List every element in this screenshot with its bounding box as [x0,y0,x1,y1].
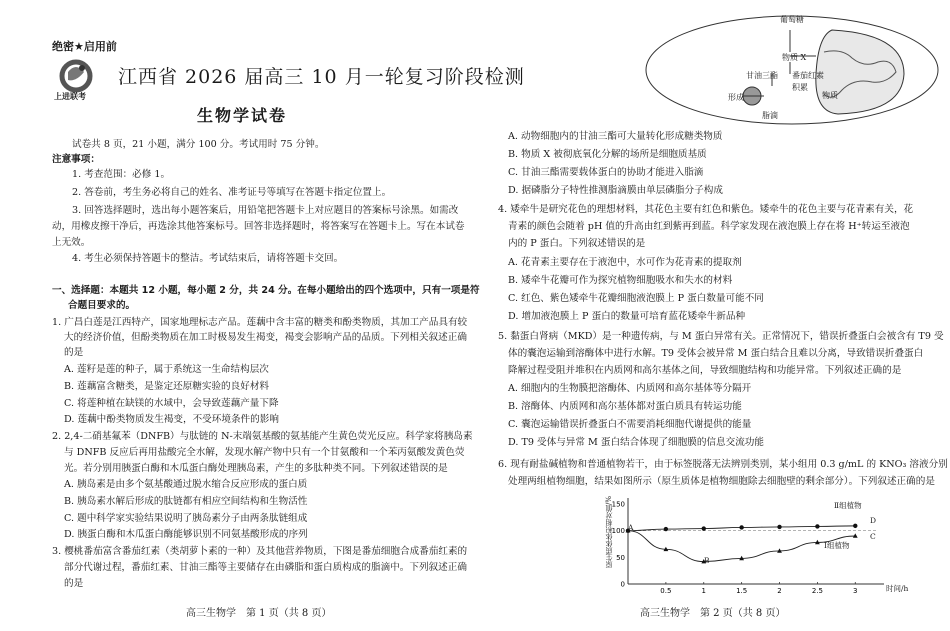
diagram-label-lycopene: 番茄红素 [792,71,824,80]
note-line: 1. 考查范围：必修 1。 [72,169,171,180]
question-1-option-b: B. 莲藕富含糖类，是鉴定还原糖实验的良好材料 [64,381,270,392]
y-tick-label: 100 [611,527,625,536]
note-line: 上无效。 [52,237,91,248]
chart-x-axis-label: 时间/h [886,584,909,593]
question-1-option-c: C. 将莲种植在缺镁的水域中，会导致莲藕产量下降 [64,398,279,409]
note-line: 2. 答卷前，考生务必将自己的姓名、准考证号等填写在答题卡指定位置上。 [72,187,392,198]
y-tick-label: 0 [620,580,625,589]
note-line: 动，用橡皮擦干净后，再选涂其他答案标号。回答非选择题时，将答案写在答题卡上。写在本试卷 [52,221,465,232]
question-1-stem: 大的经济价值，但酚类物质在加工时极易发生褐变，褐变会影响产品的品质。下列相关叙述正确 [64,332,467,343]
logo-text: 上进联考 [54,92,86,101]
section-heading: 合题目要求的。 [68,300,136,311]
question-3-option-b: B. 物质 X 被彻底氧化分解的场所是细胞质基质 [508,149,707,160]
question-4-option-a: A. 花青素主要存在于液泡中，水可作为花青素的提取剂 [508,257,742,268]
question-2-stem: 与 DNFB 反应后再用盐酸完全水解，发现水解产物中只有一个甘氨酸和一个苯丙氨酸发黄色荧 [64,447,465,458]
question-5-option-d: D. T9 受体与异常 M 蛋白结合体现了细胞膜的信息交流功能 [508,437,764,448]
diagram-label-glucose: 葡萄糖 [780,15,804,24]
series-point [739,525,743,529]
x-tick-label: 2 [777,587,782,595]
series-point [777,525,781,529]
protoplast-volume-chart [598,492,938,602]
page-footer: 高三生物学 第 2 页（共 8 页） [640,608,786,619]
question-4-stem: 青素的颜色会随着 pH 值的升高由红到紫再到蓝。科学家发现在液泡膜上存在将 H⁺转运至液泡 [508,221,910,232]
legend-series-1: Ⅰ组植物 [824,541,850,550]
point-label-a: A [628,523,634,532]
exam-title: 江西省 2026 届高三 10 月一轮复习阶段检测 [118,66,525,88]
series-point [702,526,706,530]
point-label-c: C [870,532,876,541]
secret-mark: 绝密★启用前 [52,40,117,53]
question-5-stem: 体的囊泡运输到溶酶体中进行水解。T9 受体会被异常 M 蛋白结合且难以分离，导致错误折叠蛋白 [508,348,924,359]
question-1-stem: 1. 广昌白莲是江西特产，国家地理标志产品。莲藕中含丰富的糖类和酚类物质，其加工产品具有较 [52,317,468,328]
question-5-option-b: B. 溶酶体、内质网和高尔基体都对蛋白质具有转运功能 [508,401,742,412]
question-2-stem: 2. 2,4-二硝基氟苯（DNFB）与肽链的 N-末端氨基酸的氨基能产生黄色荧光反应。科学家将胰岛素 [52,431,473,442]
series-point [664,527,668,531]
x-tick-label: 2.5 [811,587,823,595]
question-3-option-c: C. 甘油三酯需要载体蛋白的协助才能进入脂滴 [508,167,704,178]
question-1-option-a: A. 莲籽是莲的种子，属于系统这一生命结构层次 [64,364,269,375]
section-heading: 一、选择题：本题共 12 小题，每小题 2 分，共 24 分。在每小题给出的四个选项中，只有一项是符 [52,285,480,296]
note-line: 3. 回答选择题时，选出每小题答案后，用铅笔把答题卡上对应题目的答案标号涂黑。如需改 [72,205,459,216]
x-tick-label: 3 [853,587,858,595]
legend-series-2: Ⅱ组植物 [834,501,862,510]
diagram-label-form: 形成 [728,93,744,102]
page-footer: 高三生物学 第 1 页（共 8 页） [186,608,332,619]
diagram-label-lipid-droplet: 脂滴 [762,111,778,120]
notes-heading: 注意事项： [52,154,100,165]
question-2-option-d: D. 胰蛋白酶和木瓜蛋白酶能够识别不同氨基酸形成的序列 [64,529,308,540]
series-group [626,524,858,564]
diagram-label-substance: 物质 [822,91,838,100]
exam-info: 试卷共 8 页，21 小题，满分 100 分。考试用时 75 分钟。 [72,139,325,150]
question-4-stem: 4. 矮牵牛是研究花色的理想材料，其花色主要有红色和紫色。矮牵牛的花色主要与花青素有关，花 [498,204,914,215]
question-2-option-a: A. 胰岛素是由多个氨基酸通过脱水缩合反应形成的蛋白质 [64,479,308,490]
question-5-stem: 5. 黏蛋白肾病（MKD）是一种遗传病，与 M 蛋白异常有关。正常情况下，错误折叠蛋白会被含有 T9 受 [498,331,944,342]
question-4-option-b: B. 矮牵牛花瓣可作为探究植物细胞吸水和失水的材料 [508,275,733,286]
x-tick-label: 1 [701,587,706,595]
question-2-option-c: C. 题中科学家实验结果说明了胰岛素分子由两条肽链组成 [64,513,308,524]
x-tick-label: 0.5 [660,587,672,595]
question-3-stem: 部分代谢过程，番茄红素、甘油三酯等主要储存在由磷脂和蛋白质构成的脂滴中。下列叙述正确 [64,562,467,573]
x-tick-label: 1.5 [736,587,748,595]
diagram-label-accumulate: 积累 [792,83,808,92]
question-4-option-d: D. 增加液泡膜上 P 蛋白的数量可培育蓝花矮牵牛新品种 [508,311,746,322]
question-5-option-c: C. 囊泡运输错误折叠蛋白不需要消耗细胞代谢提供的能量 [508,419,752,430]
question-3-stem: 的是 [64,578,84,589]
question-6-stem: 6. 现有耐盐碱植物和普通植物若干，由于标签脱落无法辨别类别，某小组用 0.3 g/mL 的 KNO₃ 溶液分别 [498,459,948,470]
subject-title: 生物学试卷 [197,106,288,125]
series-point [853,524,857,528]
question-5-stem: 降解过程受阻并堆积在内质网和高尔基体之间，导致细胞结构和功能异常。下列叙述正确的是 [508,365,902,376]
question-3-stem: 3. 樱桃番茄富含番茄红素（类胡萝卜素的一种）及其他营养物质，下图是番茄细胞合成番茄红素的 [52,546,468,557]
note-line: 4. 考生必须保持答题卡的整洁。考试结束后，请将答题卡交回。 [72,253,344,264]
diagram-label-triglyceride: 甘油三酯 [746,71,778,80]
point-label-d: D [870,516,877,525]
diagram-label-substance-x: 物质 X [782,53,807,62]
question-3-option-d: D. 据磷脂分子特性推测脂滴膜由单层磷脂分子构成 [508,185,723,196]
question-2-option-b: B. 胰岛素水解后形成的肽链都有相应空间结构和生物活性 [64,496,308,507]
question-4-option-c: C. 红色、紫色矮牵牛花瓣细胞液泡膜上 P 蛋白数量可能不同 [508,293,764,304]
question-4-stem: 内的 P 蛋白。下列叙述错误的是 [508,238,646,249]
question-6-stem: 处理两组植物细胞，结果如图所示（原生质体是植物细胞除去细胞壁的剩余部分）。下列叙述正确的是 [508,476,935,487]
exam-page-2 [480,0,950,631]
question-5-option-a: A. 细胞内的生物膜把溶酶体、内质网和高尔基体等分隔开 [508,383,752,394]
question-3-option-a: A. 动物细胞内的甘油三酯可大量转化形成糖类物质 [508,131,723,142]
metabolism-diagram [642,12,944,127]
y-tick-label: 50 [616,553,625,562]
point-label-b: B [704,556,710,565]
chart-y-axis-label: 原生质体体积相对值/% [605,496,613,569]
series-point [815,524,819,528]
question-2-stem: 光。若分别用胰蛋白酶和木瓜蛋白酶处理胰岛素，产生的多肽种类不同。下列叙述错误的是 [64,463,448,474]
logo [54,58,112,104]
y-tick-label: 150 [611,500,625,509]
question-1-stem: 的是 [64,347,84,358]
question-1-option-d: D. 莲藕中酚类物质发生褐变，不受环境条件的影响 [64,414,279,425]
